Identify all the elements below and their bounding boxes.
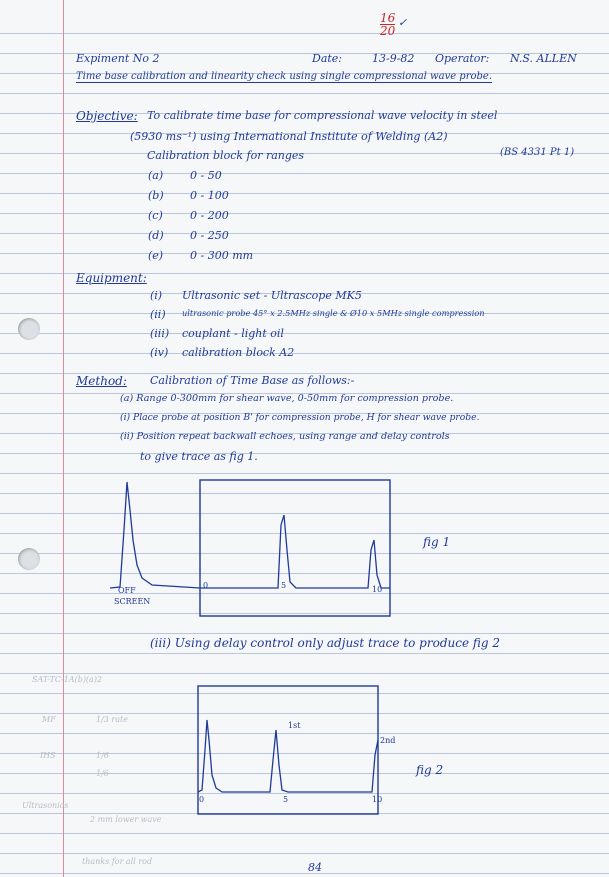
objective-line: To calibrate time base for compressional wave velocity in steel [147,109,498,122]
equipment-heading: Equipment: [76,271,147,285]
show-through-text: 1/6 [96,751,109,760]
equipment-item: ultrasonic probe 45° x 2.5MHz single & Ø10 x 5MHz single compression [182,308,485,318]
equipment-label: (iv) [150,346,169,359]
fig1-tick-10: 10 [372,585,383,594]
fig1-tick-5: 5 [281,581,287,590]
range-label: (c) [148,209,163,222]
punch-hole [18,548,40,570]
show-through-text: IHS [40,751,56,760]
equipment-item: Ultrasonic set - Ultrascope MK5 [182,289,362,302]
range-value: 0 - 250 [190,229,229,242]
fig1-caption: fig 1 [423,535,451,549]
date-value: 13-9-82 [372,52,415,65]
method-intro: Calibration of Time Base as follows:- [150,374,355,387]
equipment-label: (ii) [150,308,166,321]
objective-heading: Objective: [76,109,138,123]
equipment-label: (iii) [150,327,170,340]
fig2-tick-5: 5 [283,795,289,804]
equipment-item: couplant - light oil [182,327,284,340]
fig2-tick-10: 10 [372,795,383,804]
standard-reference: (BS 4331 Pt 1) [500,147,575,158]
grade-mark: 16 20 [380,11,396,38]
method-step: (a) Range 0-300mm for shear wave, 0-50mm for compression probe. [120,393,454,404]
equipment-label: (i) [150,289,163,302]
show-through-text: 1/3 rate [96,715,128,724]
method-heading: Method: [76,374,127,388]
date-label: Date: [312,52,343,65]
show-through-text: SAT-TC-1A(b)(a)2 [32,675,103,684]
show-through-text: Ultrasonics [22,801,69,810]
tick-mark: ✓ [398,16,408,29]
range-label: (d) [148,229,164,242]
equipment-item: calibration block A2 [182,346,295,359]
margin-line [63,0,64,877]
fig1-offscreen-label: SCREEN [114,597,151,606]
range-value: 0 - 100 [190,189,229,202]
operator-value: N.S. ALLEN [510,52,577,65]
fig2-tick-0: 0 [199,795,205,804]
method-step: to give trace as fig 1. [140,450,258,463]
experiment-subtitle: Time base calibration and linearity check using single compressional wave probe. [76,71,493,82]
show-through-text: 2 mm lower wave [90,815,162,824]
fig2-oscilloscope-trace [190,680,390,820]
fig2-second-echo-label: 2nd [380,736,396,745]
range-value: 0 - 200 [190,209,229,222]
fig2-first-echo-label: 1st [288,721,301,730]
method-step: (iii) Using delay control only adjust trace to produce fig 2 [150,636,501,650]
show-through-text: thanks for all rod [82,857,153,866]
method-step: (i) Place probe at position B' for compression probe, H for shear wave probe. [120,412,480,423]
method-step: (ii) Position repeat backwall echoes, using range and delay controls [120,431,450,442]
page-number: 84 [308,861,322,874]
punch-hole [18,318,40,340]
show-through-text: 1/6 [96,769,109,778]
range-value: 0 - 50 [190,169,222,182]
range-value: 0 - 300 mm [190,249,254,262]
objective-line: (5930 ms⁻¹) using International Institute of Welding (A2) [130,130,448,143]
experiment-number: Expiment No 2 [76,52,160,65]
objective-line: Calibration block for ranges [147,149,305,162]
show-through-text: MF [42,715,56,724]
fig1-offscreen-label: OFF [118,586,136,595]
range-label: (b) [148,189,164,202]
operator-label: Operator: [435,52,490,65]
range-label: (e) [148,249,164,262]
fig1-tick-0: 0 [203,581,209,590]
fig2-caption: fig 2 [416,763,444,777]
range-label: (a) [148,169,164,182]
